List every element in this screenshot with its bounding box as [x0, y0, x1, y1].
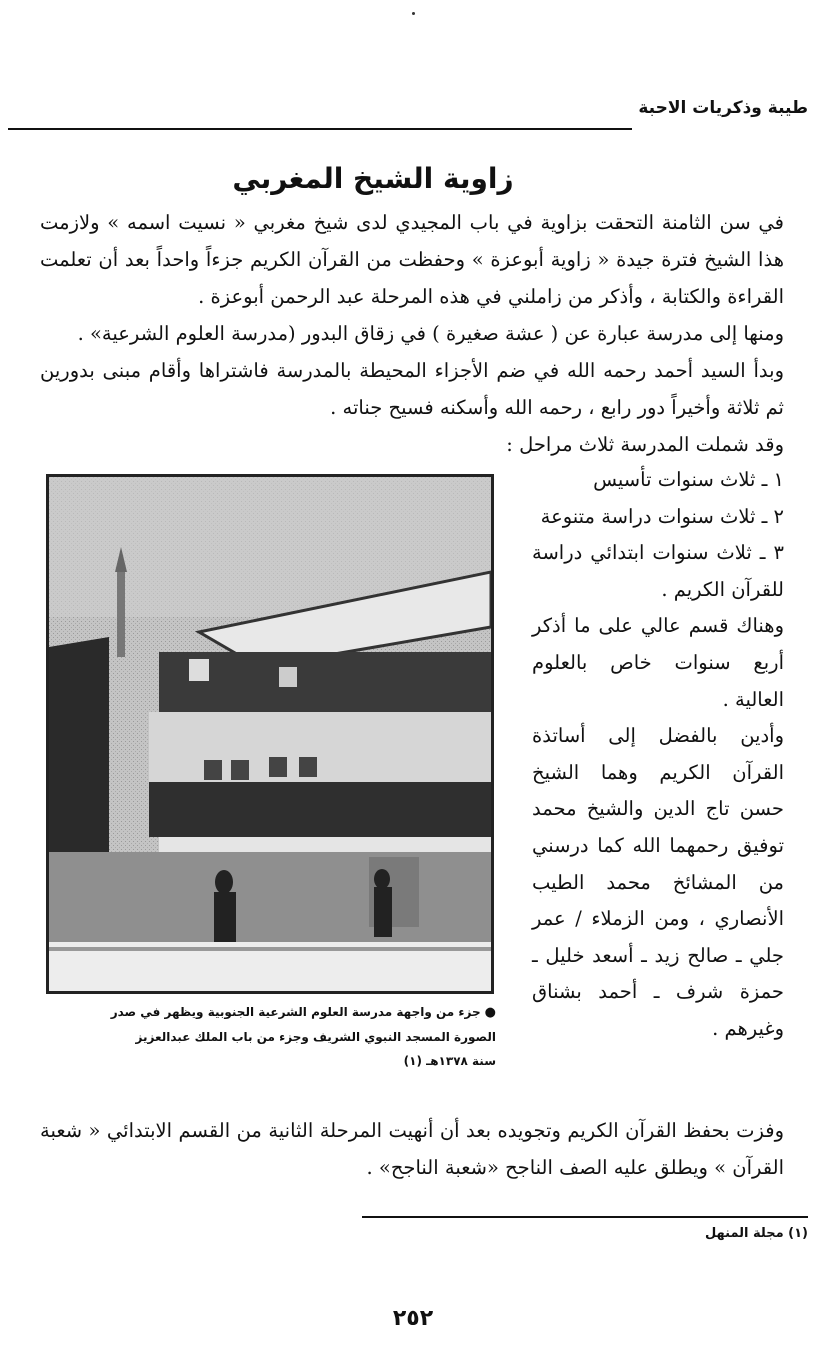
caption-line-2: الصورة المسجد النبوي الشريف وجزء من باب الملك عبدالعزيز — [135, 1030, 496, 1044]
footnote: (١) مجلة المنهل — [704, 1226, 808, 1241]
caption-line-1: ●جزء من واجهة مدرسة العلوم الشرعية الجنوبية ويظهر في صدر — [110, 1005, 496, 1020]
header-rule — [8, 128, 632, 130]
chapter-title: زاوية الشيخ المغربي — [232, 162, 514, 195]
stage-1: ١ ـ ثلاث سنوات تأسيس — [593, 468, 784, 491]
paragraph-3: وبدأ السيد أحمد رحمه الله في ضم الأجزاء المحيطة بالمدرسة فاشتراها وأقام مبنى بدورين ثم ثلاثة وأخيراً دور رابع ، رحمه الله وأسكنه فسيح جناته . — [40, 359, 785, 419]
stage-3: ٣ ـ ثلاث سنوات ابتدائي دراسة للقرآن الكريم . — [532, 541, 784, 601]
stage-2: ٢ ـ ثلاث سنوات دراسة متنوعة — [540, 504, 784, 528]
caption-line-3: سنة ١٣٧٨هـ (١) — [403, 1054, 496, 1068]
paragraph-higher-section: وهناك قسم عالي على ما أذكر أربع سنوات خاص بالعلوم العالية . — [532, 614, 784, 711]
school-photo-image — [49, 477, 491, 991]
page-dot — [412, 12, 415, 15]
paragraph-4: وقد شملت المدرسة ثلاث مراحل : — [506, 433, 784, 456]
side-column — [532, 462, 784, 1048]
school-photo — [46, 474, 494, 994]
page-number: ٢٥٢ — [392, 1306, 434, 1331]
running-header: طيبة وذكريات الاحبة — [638, 98, 808, 118]
paragraph-teachers: وأدين بالفضل إلى أساتذة القرآن الكريم وهما الشيخ حسن تاج الدين والشيخ محمد توفيق رحمهما الله كما درسني من المشائخ محمد الطيب الأنصاري ، ومن الزملاء / عمر جلي ـ صالح زيد ـ أسعد خليل ـ حمزة شرف ـ أحمد بشناق وغيرهم . — [532, 724, 784, 1040]
footnote-rule — [362, 1216, 808, 1218]
bullet-icon: ● — [484, 1005, 496, 1020]
paragraph-5: وفزت بحفظ القرآن الكريم وتجويده بعد أن أنهيت المرحلة الثانية من القسم الابتدائي « شعبة القرآن » ويطلق عليه الصف الناجح «شعبة الناجح» . — [40, 1119, 784, 1179]
paragraph-1: في سن الثامنة التحقت بزاوية في باب المجيدي لدى شيخ مغربي « نسيت اسمه » ولازمت هذا الشيخ فترة جيدة « زاوية أبوعزة » وحفظت من القرآن الكريم جزءاً واحداً بعد أن تعلمت القراءة والكتابة ، وأذكر من زاملني في هذه المرحلة عبد الرحمن أبوعزة . — [40, 211, 784, 308]
paragraph-2: ومنها إلى مدرسة عبارة عن ( عشة صغيرة ) في زقاق البدور (مدرسة العلوم الشرعية» . — [77, 322, 784, 345]
photo-caption — [60, 1000, 496, 1073]
